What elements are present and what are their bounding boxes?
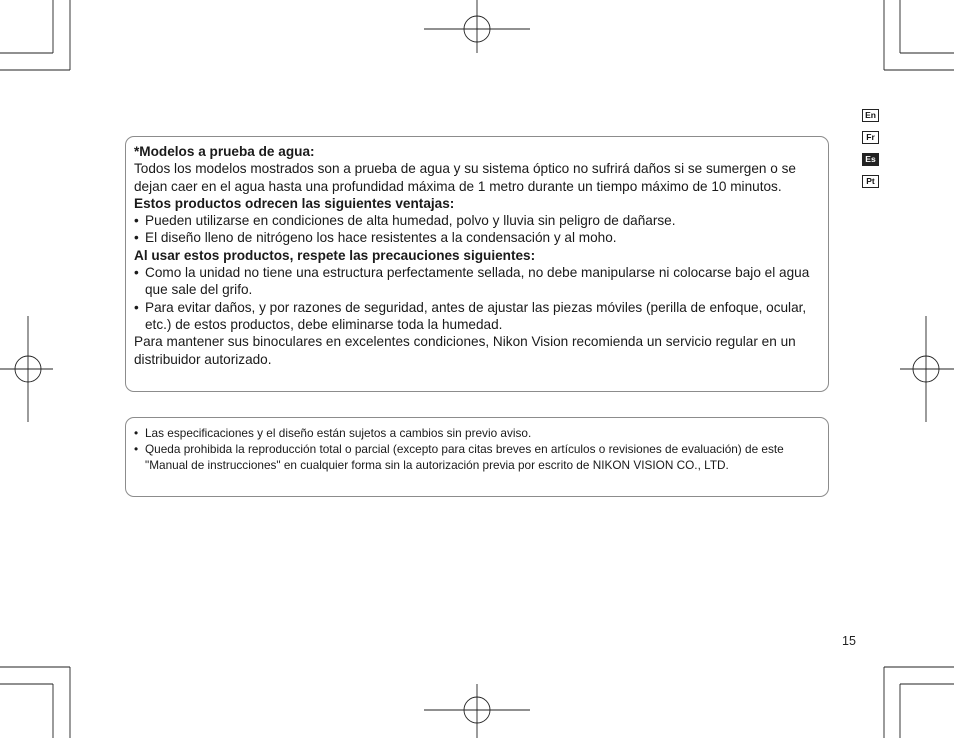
advantage-item: • Pueden utilizarse en condiciones de alta humedad, polvo y lluvia sin peligro de dañarse. [134,212,820,229]
advantages-heading: Estos productos odrecen las siguientes ventajas: [134,195,455,211]
advantage-item: • El diseño lleno de nitrógeno los hace resistentes a la condensación y al moho. [134,229,820,246]
precaution-item: • Para evitar daños, y por razones de seguridad, antes de ajustar las piezas móviles (perilla de enfoque, ocular, etc.) de estos productos, debe eliminarse toda la humedad. [134,299,820,334]
waterproof-info-box [125,136,829,392]
language-tab-pt: Pt [862,175,879,188]
notice-list [134,425,820,473]
advantages-list [134,212,820,247]
waterproof-intro: Todos los modelos mostrados son a prueba de agua y su sistema óptico no sufrirá daños si se sumergen o se dejan caer en el agua hasta una profundidad máxima de 1 metro durante un tiempo máximo de 10 minutos. [134,161,796,194]
precaution-item: • Como la unidad no tiene una estructura perfectamente sellada, no debe manipularse ni colocarse bajo el agua que sale del grifo. [134,264,820,299]
precautions-list [134,264,820,333]
notice-box [125,417,829,497]
notice-item: • Queda prohibida la reproducción total o parcial (excepto para citas breves en artículos o revisiones de evaluación) de este "Manual de instrucciones" en cualquier forma sin la autorización previa por escrito de NIKON VISION CO., LTD. [134,441,820,473]
language-tabs [862,109,879,197]
waterproof-heading: *Modelos a prueba de agua: [134,144,315,159]
language-tab-fr: Fr [862,131,879,144]
language-tab-en: En [862,109,879,122]
notice-item: • Las especificaciones y el diseño están sujetos a cambios sin previo aviso. [134,425,820,441]
maintenance-note: Para mantener sus binoculares en excelentes condiciones, Nikon Vision recomienda un servicio regular en un distribuidor autorizado. [134,334,796,367]
language-tab-es: Es [862,153,879,166]
precautions-heading: Al usar estos productos, respete las precauciones siguientes: [134,247,536,263]
page-number: 15 [842,634,856,648]
